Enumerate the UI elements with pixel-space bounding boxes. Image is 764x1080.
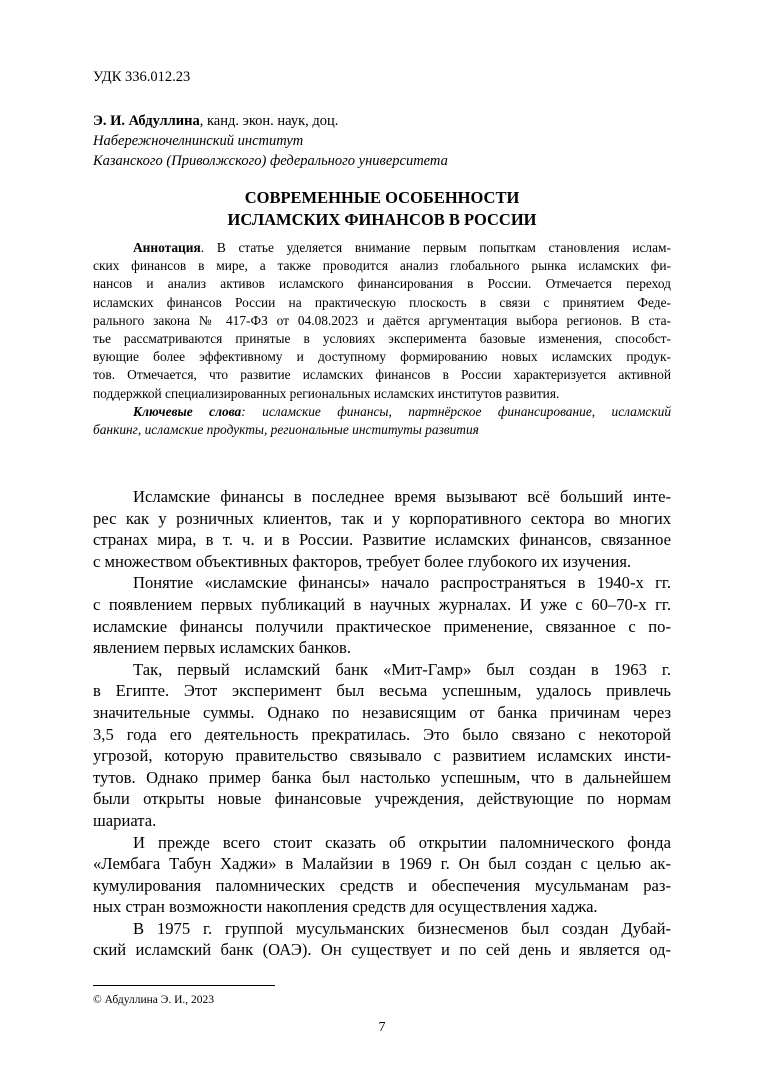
- keywords-label: Ключевые слова: [133, 403, 242, 419]
- abstract-line: тов. Отмечается, что развитие исламских финансов в России характеризуется активной: [93, 367, 671, 383]
- paragraph: Исламские финансы в последнее время вызывают всё больший инте- рес как у розничных клиентов, так и у корпоративного сектора во многих странах мира, в т. ч. и в России. Развитие исламских финансов, связанное с множеством объективных факторов, требует более глубокого их изучения.: [93, 487, 671, 571]
- udk-code: УДК 336.012.23: [93, 69, 191, 85]
- copyright-footnote: © Абдуллина Э. И., 2023: [93, 994, 215, 1006]
- abstract-line: тье рассматриваются принятые в условиях эксперимента базовые изменения, способст-: [93, 331, 671, 347]
- abstract-line: ских финансов в мире, а также проводится анализ глобального рынка исламских фи-: [93, 258, 671, 274]
- abstract-line: нансов и анализ активов исламского финансирования в России. Отмечается переход: [93, 276, 671, 292]
- keywords-line: банкинг, исламские продукты, региональные институты развития: [93, 422, 479, 438]
- article-body: [93, 486, 671, 961]
- author-degree: , канд. экон. наук, доц.: [199, 113, 339, 129]
- author-institution-line-1: Набережночелнинский институт: [93, 133, 304, 149]
- title-line-1: СОВРЕМЕННЫЕ ОСОБЕННОСТИ: [244, 188, 520, 207]
- title-line-2: ИСЛАМСКИХ ФИНАНСОВ В РОССИИ: [227, 210, 537, 229]
- abstract-line: вующие более эффективному и доступному формированию новых исламских продук-: [93, 349, 671, 365]
- paragraph: В 1975 г. группой мусульманских бизнесменов был создан Дубай- ский исламский банк (ОАЭ). Он существует и по сей день и является од-: [93, 918, 671, 960]
- abstract-line: исламских финансов России на практическую плоскость в связи с принятием Феде-: [93, 294, 671, 310]
- author-line: [93, 111, 448, 131]
- paragraph: Так, первый исламский банк «Мит-Гамр» был создан в 1963 г. в Египте. Этот эксперимент был весьма успешным, удалось привлечь значительные суммы. Однако по независящим от банка причинам через 3,5 года его деятельность прекратилась. Это было связано с некоторой угрозой, которую правительство связывало с развитием исламских инсти- тутов. Однако пример банка был настолько успешным, что в дальнейшем были открыты новые финансовые учреждения, действующие по нормам шариата.: [93, 659, 671, 830]
- article-title: [93, 187, 671, 231]
- paragraph: Понятие «исламские финансы» начало распространяться в 1940-х гг. с появлением первых публикаций в научных журналах. И уже с 60–70-х гг. исламские финансы получили практическое применение, связанное с по- явлением первых исламских банков.: [93, 573, 671, 658]
- abstract: [93, 239, 671, 439]
- footnote-divider: [93, 985, 275, 986]
- abstract-line: рального закона № 417-ФЗ от 04.08.2023 и даётся аргументация выбора регионов. В ста-: [93, 312, 671, 328]
- abstract-label: Аннотация: [133, 240, 201, 255]
- page-number: 7: [378, 1020, 386, 1035]
- abstract-line: поддержкой специализированных региональных исламских институтов развития.: [93, 385, 560, 401]
- author-block: [93, 111, 448, 171]
- keywords-line: Ключевые слова: исламские финансы, партнёрское финансирование, исламский: [133, 403, 672, 419]
- paragraph: И прежде всего стоит сказать об открытии паломнического фонда «Лембага Табун Хаджи» в Малайзии в 1969 г. Он был создан с целью ак- кумулирования паломнических средств и обеспечения мусульманам раз- ных стран возможности накопления средств для осуществления хаджа.: [93, 832, 671, 917]
- abstract-line: Аннотация. В статье уделяется внимание первым попыткам становления ислам-: [133, 240, 671, 255]
- author-name: Э. И. Абдуллина: [93, 113, 200, 129]
- author-institution-line-2: Казанского (Приволжского) федерального университета: [93, 153, 448, 169]
